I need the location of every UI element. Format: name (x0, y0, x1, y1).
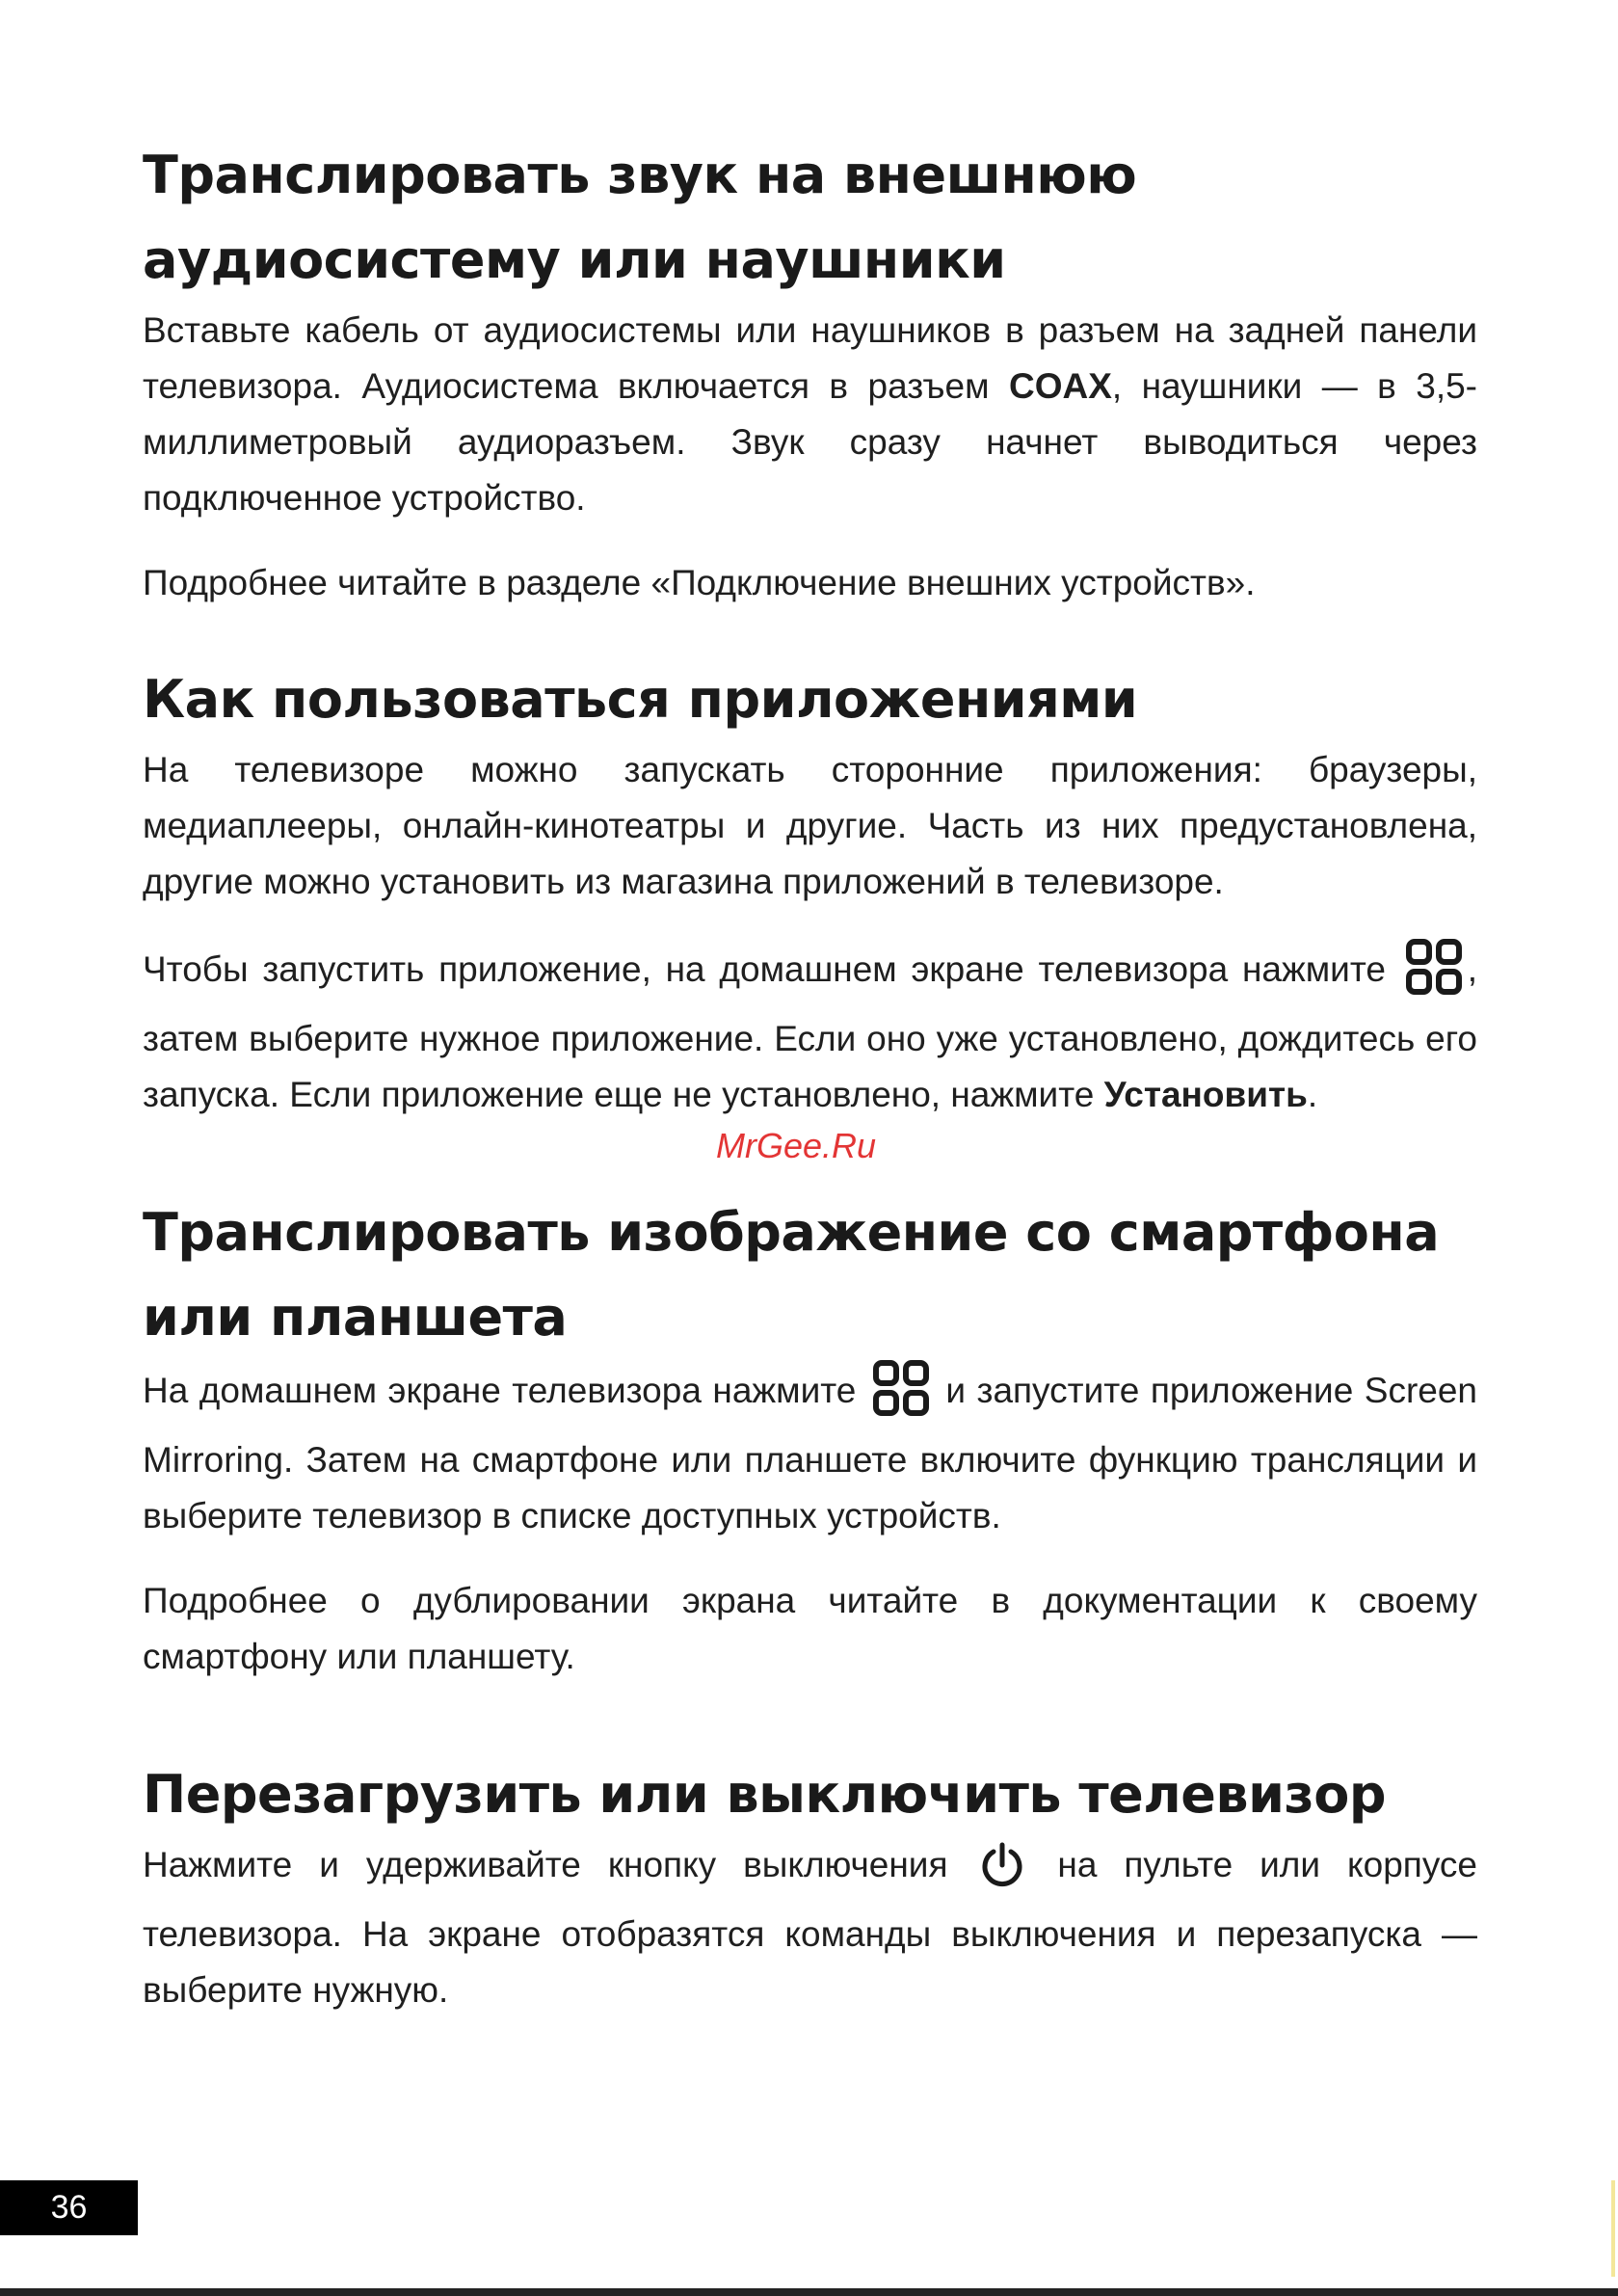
power-paragraph (143, 1837, 1477, 2018)
text-span: . (1307, 1075, 1318, 1114)
section-heading-power: Перезагрузить или выключить телевизор (143, 1764, 1387, 1825)
audio-reference: Подробнее читайте в разделе «Подключение внешних устройств». (143, 563, 1256, 602)
section-heading-mirroring: Транслировать изображение со смартфона или планшета (143, 1202, 1440, 1348)
apps-grid-icon (873, 1360, 929, 1432)
text-span: На домашнем экране телевизора нажмите (143, 1371, 867, 1410)
mirroring-paragraph (143, 1360, 1477, 1544)
edge-mark (1611, 2180, 1615, 2277)
watermark: MrGee.Ru (716, 1126, 877, 1165)
text-span: и запустите приложение Screen Mirroring. Затем на смартфоне или планшете включите функцию трансляции и выберите телевизор в списке доступных устройств. (143, 1371, 1477, 1535)
apps-launch-paragraph (143, 939, 1477, 1123)
install-label: Установить (1103, 1075, 1308, 1114)
manual-page (143, 133, 1477, 2018)
text-span: Вставьте кабель от аудиосистемы или наушников в разъем на задней панели телевизора. Аудиосистема включается в разъем (143, 310, 1477, 406)
power-icon (980, 1842, 1024, 1907)
apps-grid-icon (1406, 939, 1462, 1011)
text-span: , затем выберите нужное приложение. Если оно уже установлено, дождитесь его запуска. Если приложение еще не установлено, нажмите (143, 949, 1477, 1114)
coax-label: COAX (1008, 366, 1112, 406)
text-span: Нажмите и удерживайте кнопку выключения (143, 1845, 975, 1884)
section-heading-audio: Транслировать звук на внешнюю аудиосистему или наушники (143, 145, 1137, 290)
mirroring-reference: Подробнее о дублировании экрана читайте в документации к своему смартфону или планшету. (143, 1581, 1477, 1676)
text-span: на пульте или корпусе телевизора. На экране отобразятся команды выключения и перезапуска — выберите нужную. (143, 1845, 1477, 2010)
audio-paragraph (143, 303, 1477, 526)
section-heading-apps: Как пользоваться приложениями (143, 669, 1138, 730)
apps-paragraph: На телевизоре можно запускать сторонние приложения: браузеры, медиаплееры, онлайн-кинотеатры и другие. Часть из них предустановлена, другие можно установить из магазина приложений в телевизоре. (143, 750, 1477, 901)
text-span: Чтобы запустить приложение, на домашнем экране телевизора нажмите (143, 949, 1400, 989)
page-number: 36 (0, 2180, 138, 2235)
text-span: , наушники — в 3,5-миллиметровый аудиоразъем. Звук сразу начнет выводиться через подключенное устройство. (143, 366, 1477, 518)
bottom-rule (0, 2288, 1618, 2296)
